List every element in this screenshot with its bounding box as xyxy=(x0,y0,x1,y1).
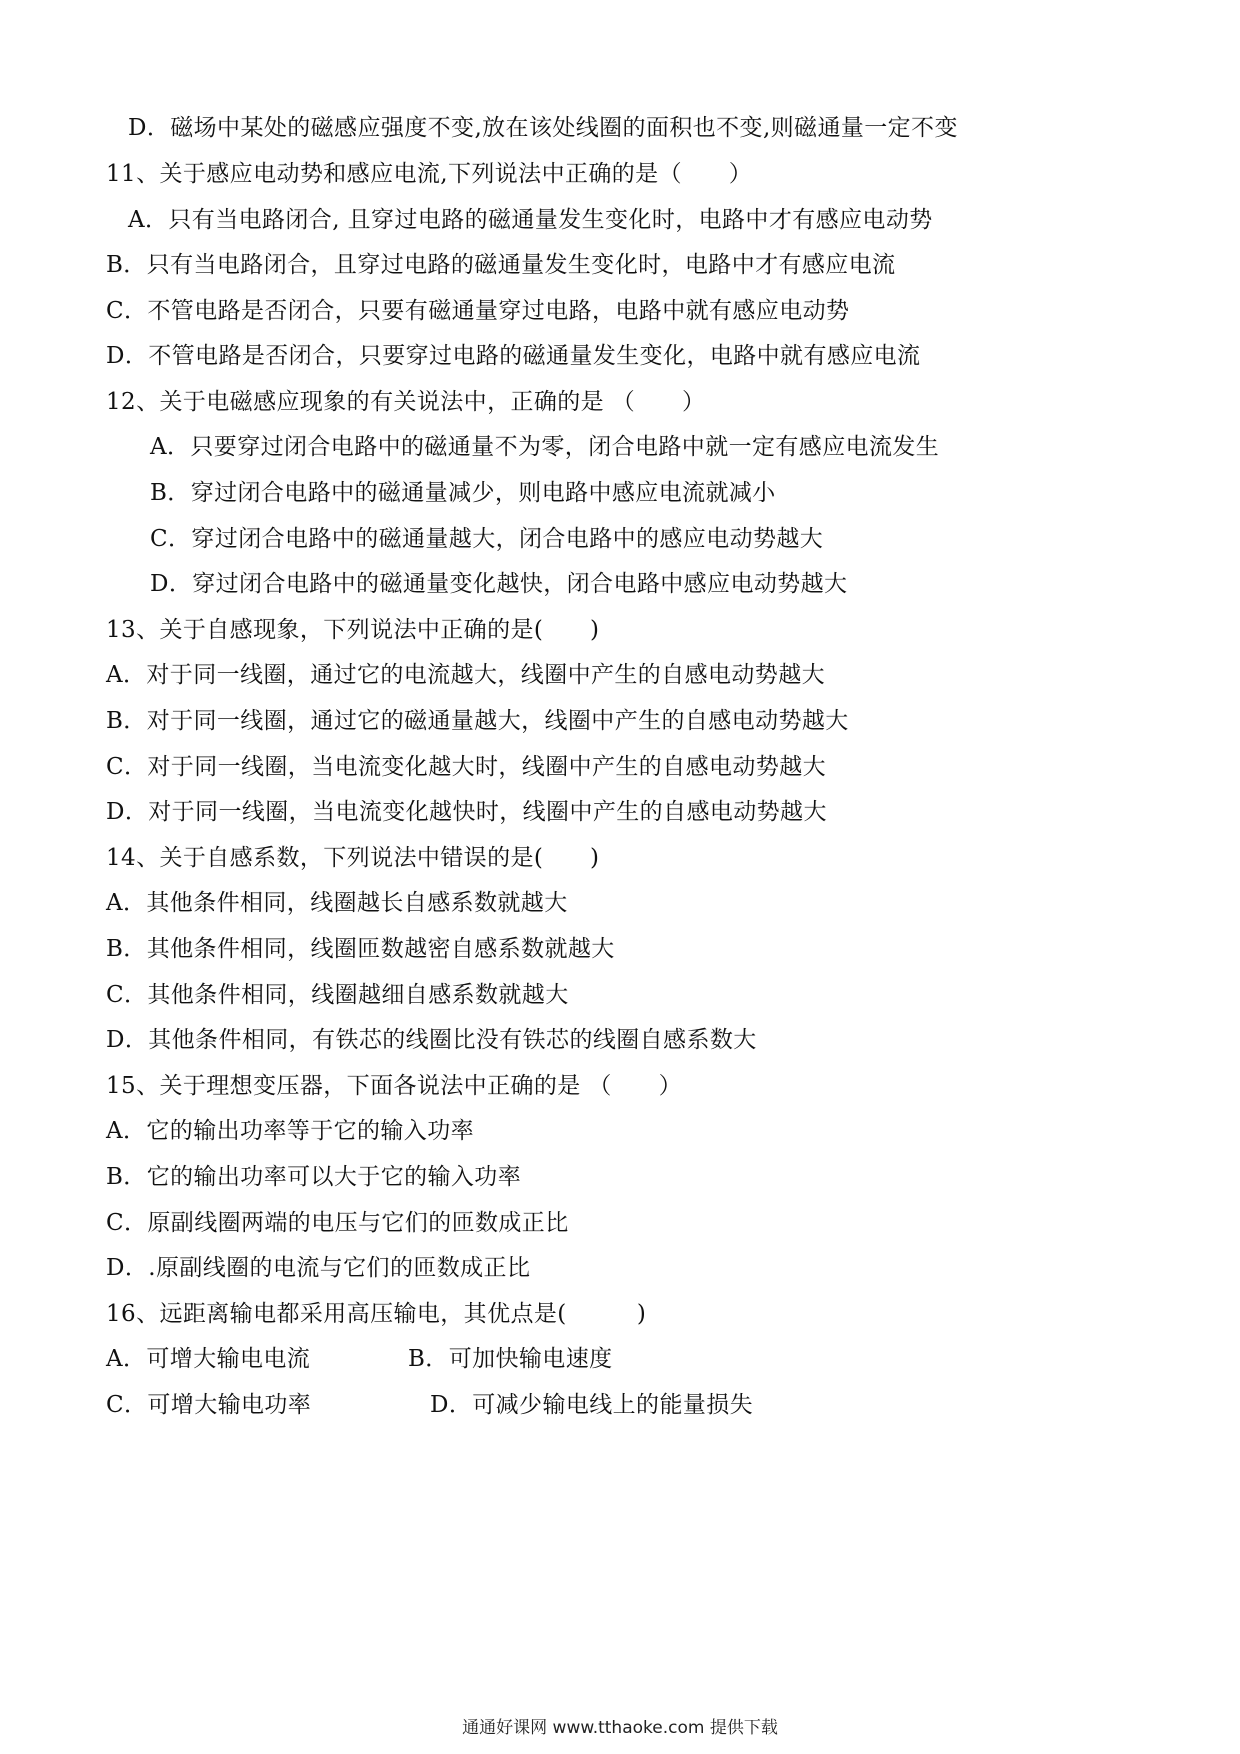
question-11-stem: 11、关于感应电动势和感应电流,下列说法中正确的是（ ） xyxy=(106,161,753,187)
question-15-option-c: C．原副线圈两端的电压与它们的匝数成正比 xyxy=(106,1210,569,1236)
question-13-stem: 13、关于自感现象，下列说法中正确的是( ) xyxy=(106,617,600,643)
question-14-option-b: B．其他条件相同，线圈匝数越密自感系数就越大 xyxy=(106,936,615,962)
question-14-option-c: C．其他条件相同，线圈越细自感系数就越大 xyxy=(106,982,569,1008)
question-12-option-c: C．穿过闭合电路中的磁通量越大，闭合电路中的感应电动势越大 xyxy=(150,526,824,552)
question-16-option-c: C．可增大输电功率 xyxy=(106,1392,312,1418)
question-11-option-d: D．不管电路是否闭合，只要穿过电路的磁通量发生变化，电路中就有感应电流 xyxy=(106,343,921,369)
question-10-option-d: D．磁场中某处的磁感应强度不变,放在该处线圈的面积也不变,则磁通量一定不变 xyxy=(128,115,958,141)
question-12-option-b: B．穿过闭合电路中的磁通量减少，则电路中感应电流就减小 xyxy=(150,480,776,506)
page-footer: 通通好课网 www.tthaoke.com 提供下载 xyxy=(462,1718,778,1738)
question-12-option-a: A．只要穿过闭合电路中的磁通量不为零，闭合电路中就一定有感应电流发生 xyxy=(150,434,940,460)
question-13-option-d: D．对于同一线圈，当电流变化越快时，线圈中产生的自感电动势越大 xyxy=(106,799,827,825)
question-13-option-b: B．对于同一线圈，通过它的磁通量越大，线圈中产生的自感电动势越大 xyxy=(106,708,849,734)
question-14-option-a: A．其他条件相同，线圈越长自感系数就越大 xyxy=(106,890,568,916)
question-16-option-a: A．可增大输电电流 xyxy=(106,1346,311,1372)
question-13-option-a: A．对于同一线圈，通过它的电流越大，线圈中产生的自感电动势越大 xyxy=(106,662,826,688)
question-16-stem: 16、远距离输电都采用高压输电，其优点是( ) xyxy=(106,1301,647,1327)
question-15-option-a: A．它的输出功率等于它的输入功率 xyxy=(106,1118,475,1144)
question-14-option-d: D．其他条件相同，有铁芯的线圈比没有铁芯的线圈自感系数大 xyxy=(106,1027,757,1053)
question-11-option-a: A．只有当电路闭合, 且穿过电路的磁通量发生变化时，电路中才有感应电动势 xyxy=(128,207,933,233)
question-13-option-c: C．对于同一线圈，当电流变化越大时，线圈中产生的自感电动势越大 xyxy=(106,754,826,780)
question-11-option-c: C．不管电路是否闭合，只要有磁通量穿过电路，电路中就有感应电动势 xyxy=(106,298,850,324)
question-15-stem: 15、关于理想变压器，下面各说法中正确的是 （ ） xyxy=(106,1073,682,1099)
question-16-option-b: B．可加快输电速度 xyxy=(408,1346,613,1372)
question-12-stem: 12、关于电磁感应现象的有关说法中，正确的是 （ ） xyxy=(106,389,706,415)
question-16-option-d: D．可减少输电线上的能量损失 xyxy=(430,1392,754,1418)
question-15-option-b: B．它的输出功率可以大于它的输入功率 xyxy=(106,1164,522,1190)
question-12-option-d: D．穿过闭合电路中的磁通量变化越快，闭合电路中感应电动势越大 xyxy=(150,571,848,597)
question-15-option-d: D．.原副线圈的电流与它们的匝数成正比 xyxy=(106,1255,531,1281)
question-14-stem: 14、关于自感系数，下列说法中错误的是( ) xyxy=(106,845,600,871)
question-11-option-b: B．只有当电路闭合，且穿过电路的磁通量发生变化时，电路中才有感应电流 xyxy=(106,252,896,278)
